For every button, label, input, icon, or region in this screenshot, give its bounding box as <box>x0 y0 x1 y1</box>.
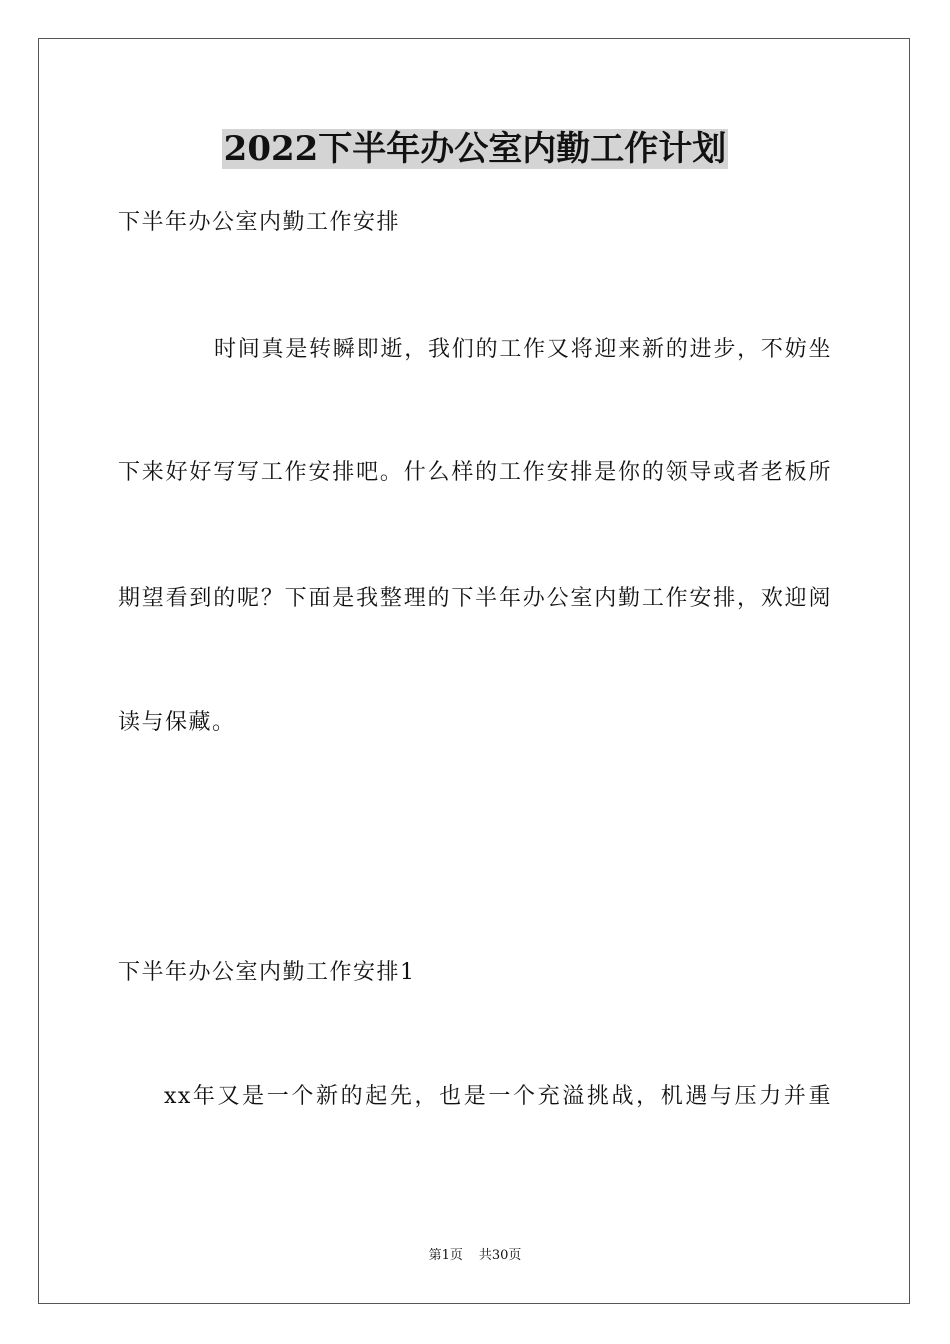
document-title-text: 2022下半年办公室内勤工作计划 <box>223 129 727 169</box>
paragraph-1-line-2: 下来好好写写工作安排吧。什么样的工作安排是你的领导或者老板所 <box>118 460 832 485</box>
paragraph-2-line-1: xx年又是一个新的起先，也是一个充溢挑战，机遇与压力并重 <box>164 1084 832 1109</box>
paragraph-1-line-1: 时间真是转瞬即逝，我们的工作又将迎来新的进步，不妨坐 <box>214 337 832 362</box>
paragraph-1-line-4: 读与保藏。 <box>118 710 236 735</box>
page-total: 共30页 <box>478 1248 522 1263</box>
document-subtitle: 下半年办公室内勤工作安排 <box>118 210 401 235</box>
page-footer <box>0 1247 950 1265</box>
section-heading: 下半年办公室内勤工作安排1 <box>118 960 416 985</box>
paragraph-1-line-3: 期望看到的呢？下面是我整理的下半年办公室内勤工作安排，欢迎阅 <box>118 586 832 611</box>
page-number: 第1页 <box>428 1248 463 1263</box>
document-title <box>0 126 950 172</box>
